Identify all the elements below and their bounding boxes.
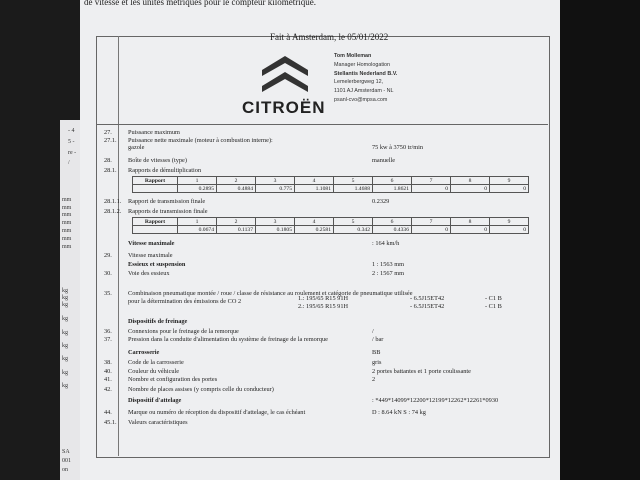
tyre-cls: - C1 B — [485, 295, 502, 302]
margin-text: kg — [62, 343, 68, 349]
table-header-gear: 2 — [217, 177, 256, 185]
item-label: Vitesse maximale — [128, 240, 175, 247]
table-header-gear: 2 — [217, 218, 256, 226]
margin-text: kg — [62, 316, 68, 322]
gear-ratio-table-1 — [132, 176, 529, 193]
background-right — [560, 0, 640, 480]
item-value: : *449*14099*12200*12199*12262*12261*0930 — [372, 397, 499, 404]
item-label: Puissance nette maximale (moteur à combustion interne): — [128, 137, 273, 144]
table-header-gear: 6 — [373, 218, 412, 226]
item-value: 2 — [372, 376, 376, 383]
item-label: Dispositif d'attelage — [128, 397, 182, 404]
table-header-gear: 9 — [490, 177, 529, 185]
margin-text: on — [62, 467, 68, 473]
item-label: gazole — [128, 144, 145, 151]
table-header-gear: 8 — [451, 177, 490, 185]
table-cell-ratio: 0 — [490, 185, 529, 193]
signatory-city: 1101 AJ Amsterdam - NL — [334, 88, 394, 95]
margin-text: kg — [62, 288, 68, 294]
table-header-gear: 4 — [295, 177, 334, 185]
table-cell-ratio: 0 — [412, 226, 451, 234]
item-number: 45.1. — [104, 419, 117, 426]
table-cell-ratio — [133, 185, 178, 193]
table-header-gear: 3 — [256, 218, 295, 226]
place-date: Fait à Amsterdam, le 05/01/2022 — [270, 32, 389, 42]
signatory-block — [334, 52, 397, 105]
signatory-company: Stellantis Nederland B.V. — [334, 70, 398, 77]
margin-text: mm — [62, 228, 72, 234]
tyre-idx: 1.: 195/65 R15 91H — [298, 295, 349, 302]
table-cell-ratio: 0 — [490, 226, 529, 234]
margin-text: mm — [62, 220, 72, 226]
item-label: Nombre de places assises (y compris celle du conducteur) — [128, 386, 274, 393]
margin-text: 5 - — [68, 139, 75, 145]
gear-ratio-table-2 — [132, 217, 529, 234]
item-label: Nombre et configuration des portes — [128, 376, 218, 383]
item-value: 2 : 1567 mm — [372, 270, 405, 277]
item-number: 28. — [104, 157, 112, 164]
item-label: Code de la carrosserie — [128, 359, 184, 366]
item-label: Rapports de transmission finale — [128, 208, 208, 215]
signatory-title: Manager Homologation — [334, 61, 391, 68]
item-number: 42. — [104, 386, 112, 393]
margin-text: kg — [62, 295, 68, 301]
margin-text: kg — [62, 370, 68, 376]
table-header-gear: 3 — [256, 177, 295, 185]
item-label: Couleur du véhicule — [128, 368, 180, 375]
table-cell-ratio — [133, 226, 178, 234]
item-label: Rapports de démultiplication — [128, 167, 202, 174]
table-cell-ratio: 1.1081 — [295, 185, 334, 193]
table-cell-ratio: 0 — [451, 185, 490, 193]
item-label: Voie des essieux — [128, 270, 170, 277]
table-header-gear: 7 — [412, 177, 451, 185]
header-separator — [96, 124, 548, 125]
item-label: Connexions pour le freinage de la remorque — [128, 328, 239, 335]
item-value: 0.2329 — [372, 198, 390, 205]
margin-text: mm — [62, 197, 72, 203]
table-header-label: Rapport — [133, 218, 178, 226]
table-header-gear: 7 — [412, 218, 451, 226]
margin-text: SA — [62, 449, 70, 455]
margin-text: mm — [62, 244, 72, 250]
table-cell-ratio: 0.4336 — [373, 226, 412, 234]
item-value: 2 portes battantes et 1 porte coulissante — [372, 368, 471, 375]
item-number: 37. — [104, 336, 112, 343]
table-cell-ratio: 0.2895 — [178, 185, 217, 193]
signatory-name: Tom Molleman — [334, 53, 372, 59]
item-label: Pression dans la conduite d'alimentation du système de freinage de la remorque — [128, 336, 328, 343]
table-cell-ratio: 0.342 — [334, 226, 373, 234]
table-cell-ratio: 0.0674 — [178, 226, 217, 234]
margin-text: - 4 — [68, 128, 75, 134]
table-header-gear: 1 — [178, 177, 217, 185]
table-header-gear: 4 — [295, 218, 334, 226]
document-page — [80, 0, 560, 480]
item-label: Dispositifs de freinage — [128, 318, 188, 325]
table-header-gear: 9 — [490, 218, 529, 226]
table-cell-ratio: 0 — [451, 226, 490, 234]
item-number: 27.1. — [104, 137, 117, 144]
item-number: 28.1.2. — [104, 208, 122, 215]
table-cell-ratio: 0.775 — [256, 185, 295, 193]
item-label: Combinaison pneumatique montée / roue / classe de résistance au roulement et catégorie de pneumatique utilisée — [128, 290, 413, 297]
item-label: Boîte de vitesses (type) — [128, 157, 187, 164]
table-cell-ratio: 0.4884 — [217, 185, 256, 193]
item-number: 40. — [104, 368, 112, 375]
item-number: 35. — [104, 290, 112, 297]
item-number: 36. — [104, 328, 112, 335]
table-cell-ratio: 0.1137 — [217, 226, 256, 234]
margin-text: 001 — [62, 458, 71, 464]
item-value: BB — [372, 349, 381, 356]
tyre-code: - 6.5J15ET42 — [410, 295, 445, 302]
margin-text: kg — [62, 383, 68, 389]
margin-text: mm — [62, 205, 72, 211]
item-label: Rapport de transmission finale — [128, 198, 206, 205]
item-value: / bar — [372, 336, 384, 343]
item-number: 38. — [104, 359, 112, 366]
margin-text: kg — [62, 330, 68, 336]
table-header-gear: 8 — [451, 218, 490, 226]
table-header-gear: 5 — [334, 177, 373, 185]
item-value: : 164 km/h — [372, 240, 400, 247]
item-label: Carrosserie — [128, 349, 160, 356]
tyre-idx: 2.: 195/65 R15 91H — [298, 303, 349, 310]
signatory-street: Lemelerbergweg 12, — [334, 79, 384, 86]
item-number: 44. — [104, 409, 112, 416]
table-header-gear: 6 — [373, 177, 412, 185]
margin-text: re - — [68, 150, 77, 156]
item-label: pour la détermination des émissions de CO 2 — [128, 298, 242, 305]
item-label: Valeurs caractéristiques — [128, 419, 188, 426]
item-value: 75 kw à 3750 tr/min — [372, 144, 424, 151]
tyre-cls: - C1 B — [485, 303, 502, 310]
item-label: Vitesse maximale — [128, 252, 173, 259]
signatory-email: psanl-cvo@mpsa.com — [334, 96, 388, 103]
item-label: Essieux et suspension — [128, 261, 186, 268]
number-column-divider — [118, 36, 119, 456]
table-header-gear: 1 — [178, 218, 217, 226]
table-header-gear: 5 — [334, 218, 373, 226]
item-number: 28.1.1. — [104, 198, 122, 205]
item-number: 30. — [104, 270, 112, 277]
margin-text: / — [68, 160, 70, 166]
table-cell-ratio: 0.1805 — [256, 226, 295, 234]
table-cell-ratio: 1.4688 — [334, 185, 373, 193]
margin-text: mm — [62, 236, 72, 242]
item-value: / — [372, 328, 374, 335]
brand-name: CITROËN — [242, 98, 326, 117]
citroen-chevrons-logo — [240, 48, 330, 96]
table-cell-ratio: 1.8621 — [373, 185, 412, 193]
item-number: 28.1. — [104, 167, 117, 174]
table-header-label: Rapport — [133, 177, 178, 185]
item-label: Puissance maximum — [128, 129, 180, 136]
item-value: gris — [372, 359, 382, 366]
item-value: 1 : 1563 mm — [372, 261, 405, 268]
tyre-code: - 6.5J15ET42 — [410, 303, 445, 310]
table-cell-ratio: 0.2581 — [295, 226, 334, 234]
item-number: 41. — [104, 376, 112, 383]
item-number: 27. — [104, 129, 112, 136]
margin-text: kg — [62, 302, 68, 308]
margin-text: kg — [62, 356, 68, 362]
item-label: Marque ou numéro de réception du dispositif d'attelage, le cas échéant — [128, 409, 306, 416]
top-line: de vitesse et les unités métriques pour le compteur kilométrique. — [84, 0, 316, 7]
margin-text: mm — [62, 212, 72, 218]
item-number: 29. — [104, 252, 112, 259]
item-value: D : 8.64 kN S : 74 kg — [372, 409, 426, 416]
table-cell-ratio: 0 — [412, 185, 451, 193]
item-value: manuelle — [372, 157, 396, 164]
